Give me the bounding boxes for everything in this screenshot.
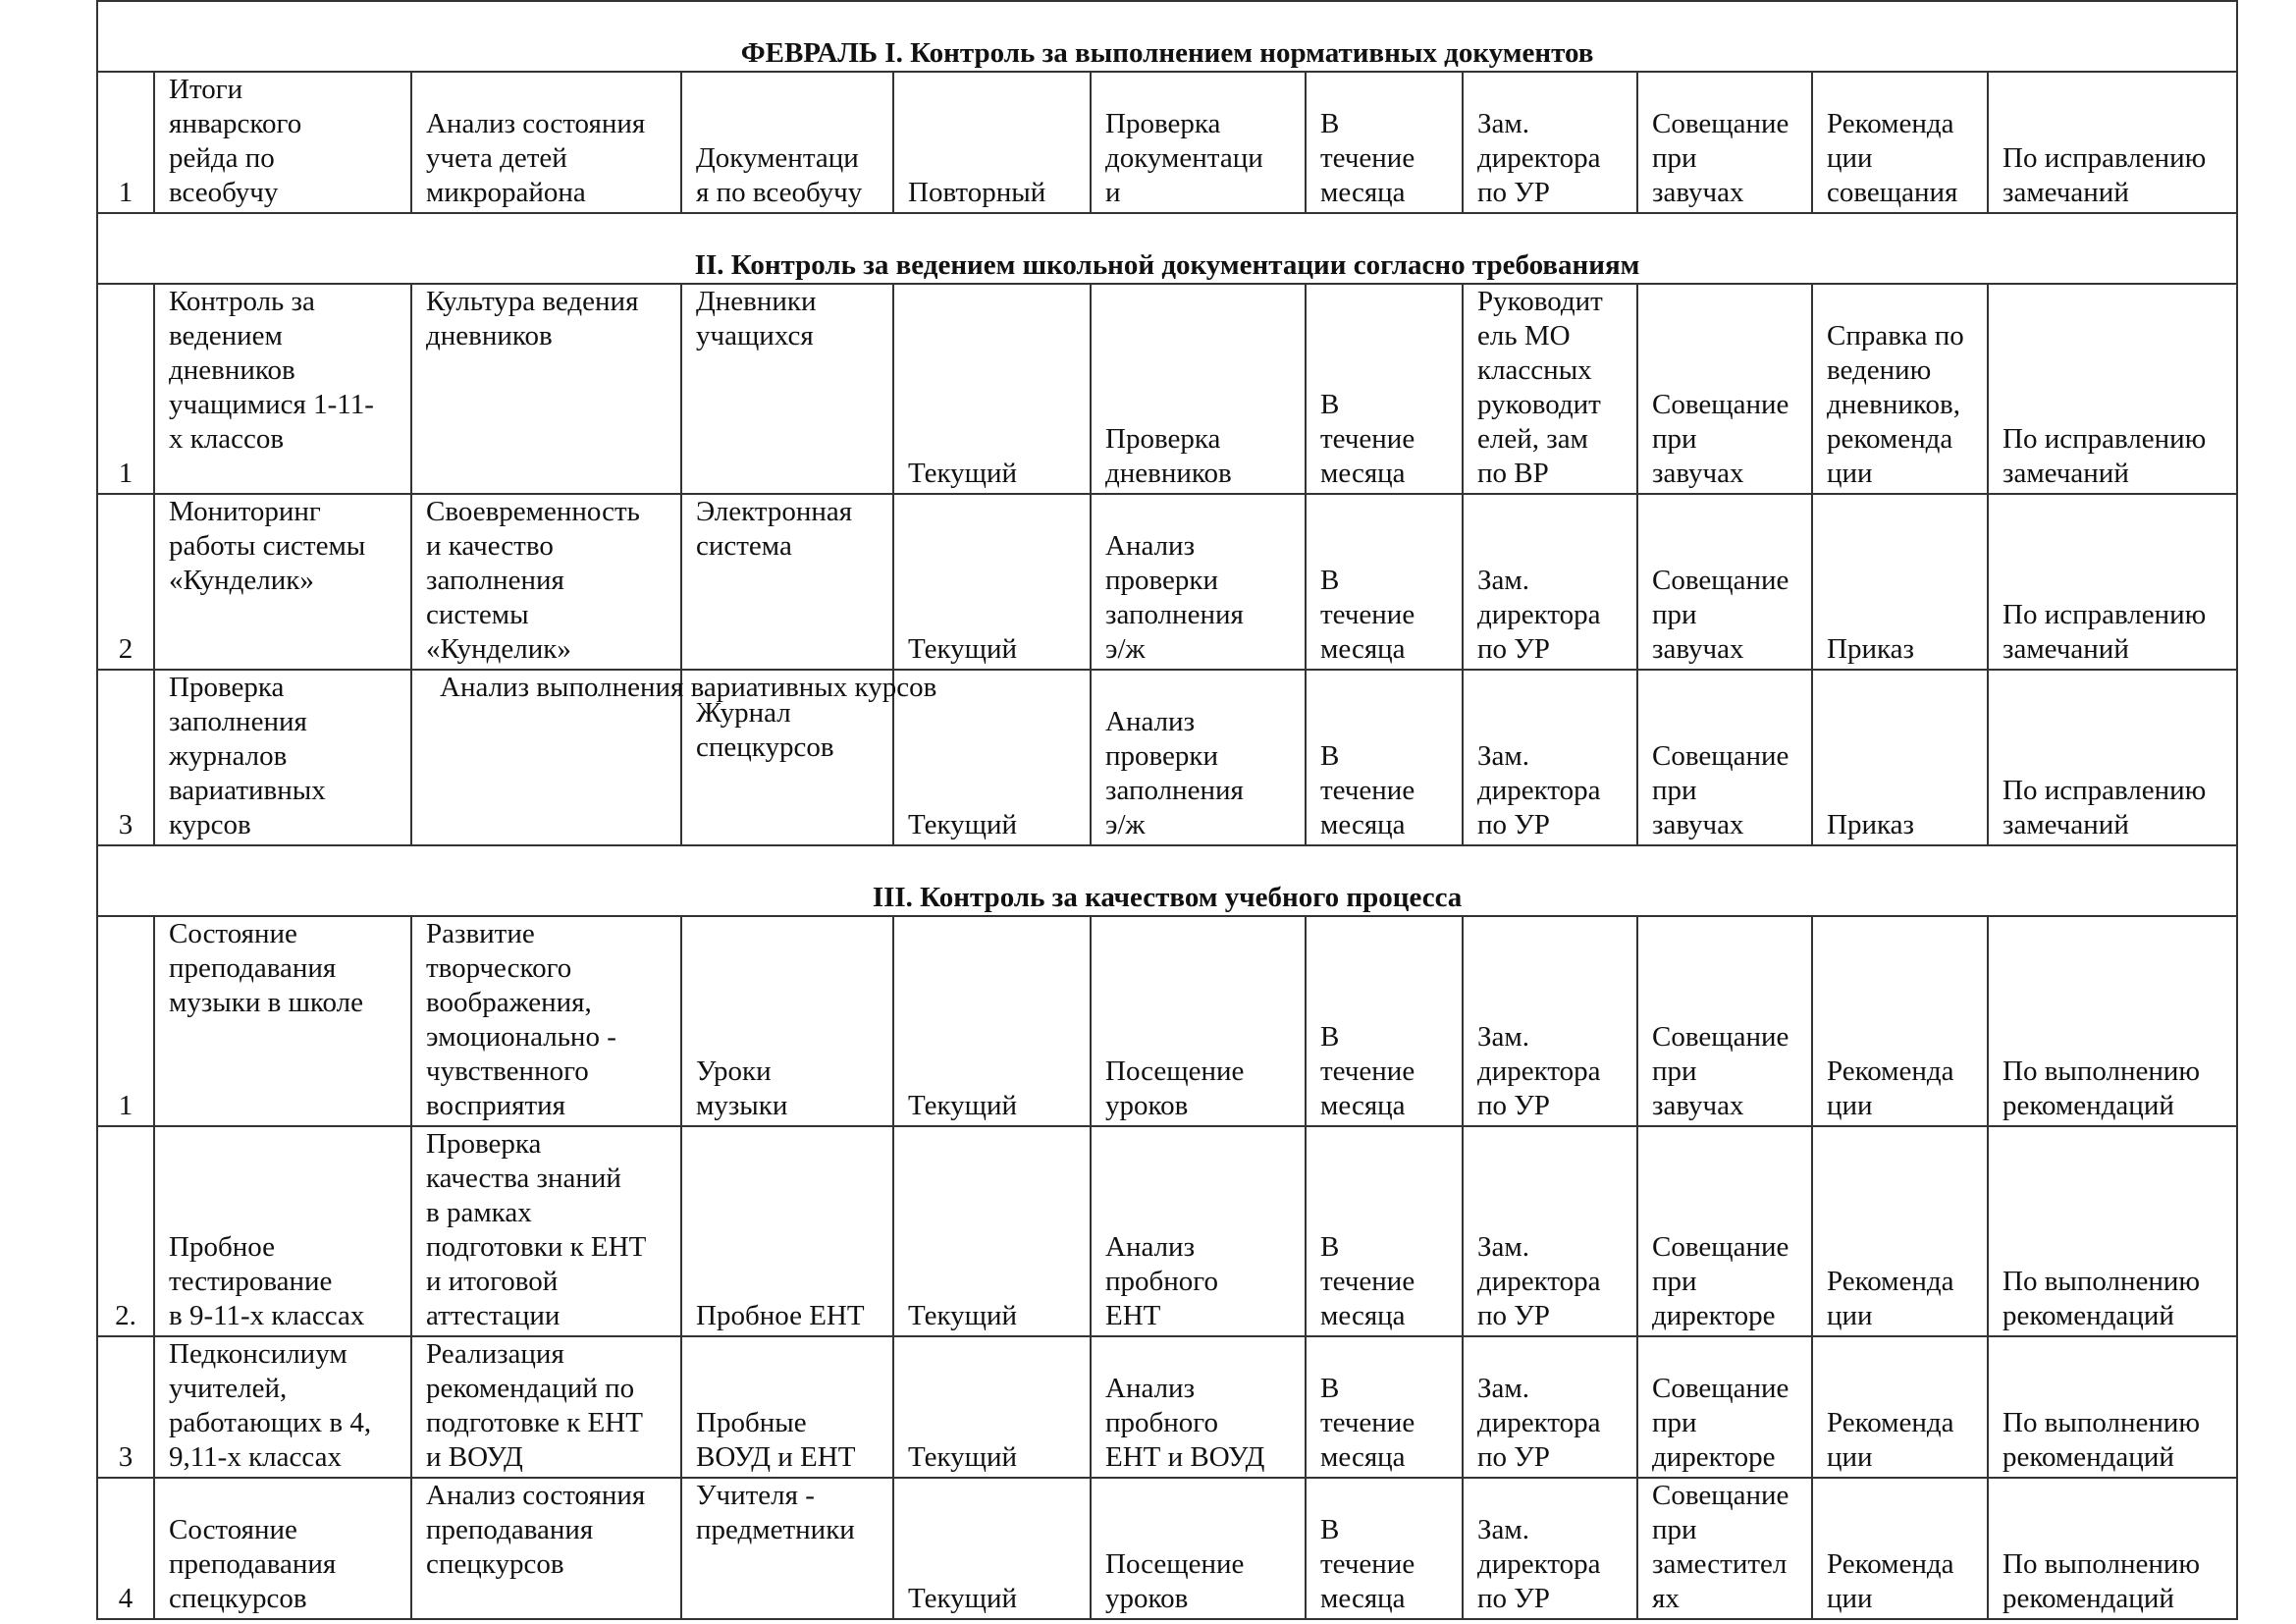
control-goal-cell: Культура ведения дневников xyxy=(411,284,681,494)
term-cell: В течение месяца xyxy=(1306,916,1463,1126)
decision-cell: По выполнению рекомендаций xyxy=(1988,1478,2237,1619)
decision-cell: По выполнению рекомендаций xyxy=(1988,916,2237,1126)
control-type-cell: Повторный xyxy=(893,72,1091,213)
result-cell: Рекоменда ции xyxy=(1812,916,1988,1126)
review-place-cell: Совещание при директоре xyxy=(1637,1336,1812,1478)
control-type-cell: Текущий xyxy=(893,1126,1091,1336)
control-plan-table xyxy=(96,0,2238,1620)
control-topic-cell: Состояние преподавания музыки в школе xyxy=(154,916,411,1126)
control-type-cell: Текущий xyxy=(893,916,1091,1126)
section-header-row xyxy=(97,213,2237,284)
review-place-cell: Совещание при завучах xyxy=(1637,494,1812,670)
review-place-cell: Совещание при директоре xyxy=(1637,1126,1812,1336)
row-number: 1 xyxy=(97,72,154,213)
control-method-cell: Анализ пробного ЕНТ и ВОУД xyxy=(1091,1336,1306,1478)
control-type-cell: Текущий xyxy=(893,494,1091,670)
control-goal-cell: Развитие творческого воображения, эмоционально - чувственного восприятия xyxy=(411,916,681,1126)
control-goal-cell: Проверка качества знаний в рамках подготовки к ЕНТ и итоговой аттестации xyxy=(411,1126,681,1336)
term-cell: В течение месяца xyxy=(1306,670,1463,845)
table-row xyxy=(97,72,2237,213)
control-method-cell: Анализ пробного ЕНТ xyxy=(1091,1126,1306,1336)
control-goal-cell: Своевременность и качество заполнения системы «Кунделик» xyxy=(411,494,681,670)
table-row xyxy=(97,916,2237,1126)
table-row xyxy=(97,494,2237,670)
responsible-cell: Зам. директора по УР xyxy=(1463,72,1637,213)
decision-cell: По исправлению замечаний xyxy=(1988,72,2237,213)
control-topic-cell: Пробное тестирование в 9-11-х классах xyxy=(154,1126,411,1336)
control-object-cell: Электронная система xyxy=(681,494,893,670)
review-place-cell: Совещание при завучах xyxy=(1637,72,1812,213)
responsible-cell: Зам. директора по УР xyxy=(1463,916,1637,1126)
control-goal-cell: Анализ состояния учета детей микрорайона xyxy=(411,72,681,213)
decision-cell: По исправлению замечаний xyxy=(1988,284,2237,494)
control-object-cell: Пробные ВОУД и ЕНТ xyxy=(681,1336,893,1478)
control-object-cell: Документаци я по всеобучу xyxy=(681,72,893,213)
control-object-cell: Журнал спецкурсов xyxy=(681,670,893,845)
control-topic-cell: Итоги январского рейда по всеобучу xyxy=(154,72,411,213)
term-cell: В течение месяца xyxy=(1306,494,1463,670)
row-number: 1 xyxy=(97,284,154,494)
control-method-cell: Проверка документаци и xyxy=(1091,72,1306,213)
responsible-cell: Зам. директора по УР xyxy=(1463,494,1637,670)
control-plan-document xyxy=(96,0,2236,1620)
row-number: 2. xyxy=(97,1126,154,1336)
result-cell: Рекоменда ции совещания xyxy=(1812,72,1988,213)
control-topic-cell: Контроль за ведением дневников учащимися 1-11- х классов xyxy=(154,284,411,494)
section-title: II. Контроль за ведением школьной документации согласно требованиям xyxy=(97,213,2237,284)
control-method-cell: Анализ проверки заполнения э/ж xyxy=(1091,494,1306,670)
control-type-cell: Текущий xyxy=(893,670,1091,845)
decision-cell: По выполнению рекомендаций xyxy=(1988,1126,2237,1336)
table-row xyxy=(97,284,2237,494)
control-goal-cell: Реализация рекомендаций по подготовке к ЕНТ и ВОУД xyxy=(411,1336,681,1478)
row-number: 4 xyxy=(97,1478,154,1619)
table-row xyxy=(97,1126,2237,1336)
result-cell: Приказ xyxy=(1812,670,1988,845)
control-method-cell: Посещение уроков xyxy=(1091,916,1306,1126)
responsible-cell: Зам. директора по УР xyxy=(1463,1336,1637,1478)
responsible-cell: Руководит ель МО классных руководит елей, зам по ВР xyxy=(1463,284,1637,494)
control-object-cell: Пробное ЕНТ xyxy=(681,1126,893,1336)
overlapping-goal-text: Анализ выполнения вариативных курсов xyxy=(440,672,937,703)
result-cell: Рекоменда ции xyxy=(1812,1336,1988,1478)
table-row xyxy=(97,1336,2237,1478)
result-cell: Рекоменда ции xyxy=(1812,1126,1988,1336)
decision-cell: По исправлению замечаний xyxy=(1988,670,2237,845)
row-number: 2 xyxy=(97,494,154,670)
review-place-cell: Совещание при заместител ях xyxy=(1637,1478,1812,1619)
table-row xyxy=(97,670,2237,845)
control-topic-cell: Проверка заполнения журналов вариативных курсов xyxy=(154,670,411,845)
term-cell: В течение месяца xyxy=(1306,1336,1463,1478)
section-title: ФЕВРАЛЬ I. Контроль за выполнением нормативных документов xyxy=(97,1,2237,72)
row-number: 3 xyxy=(97,670,154,845)
term-cell: В течение месяца xyxy=(1306,1126,1463,1336)
control-type-cell: Текущий xyxy=(893,1478,1091,1619)
control-topic-cell: Педконсилиум учителей, работающих в 4, 9,11-х классах xyxy=(154,1336,411,1478)
result-cell: Приказ xyxy=(1812,494,1988,670)
table-row xyxy=(97,1478,2237,1619)
review-place-cell: Совещание при завучах xyxy=(1637,916,1812,1126)
result-cell: Справка по ведению дневников, рекоменда ции xyxy=(1812,284,1988,494)
section-header-row xyxy=(97,845,2237,916)
result-cell: Рекоменда ции xyxy=(1812,1478,1988,1619)
term-cell: В течение месяца xyxy=(1306,72,1463,213)
control-object-cell: Дневники учащихся xyxy=(681,284,893,494)
control-method-cell: Проверка дневников xyxy=(1091,284,1306,494)
responsible-cell: Зам. директора по УР xyxy=(1463,1478,1637,1619)
control-topic-cell: Мониторинг работы системы «Кунделик» xyxy=(154,494,411,670)
decision-cell: По выполнению рекомендаций xyxy=(1988,1336,2237,1478)
section-header-row xyxy=(97,1,2237,72)
term-cell: В течение месяца xyxy=(1306,1478,1463,1619)
control-type-cell: Текущий xyxy=(893,284,1091,494)
term-cell: В течение месяца xyxy=(1306,284,1463,494)
control-topic-cell: Состояние преподавания спецкурсов xyxy=(154,1478,411,1619)
control-goal-cell: Анализ состояния преподавания спецкурсов xyxy=(411,1478,681,1619)
decision-cell: По исправлению замечаний xyxy=(1988,494,2237,670)
control-type-cell: Текущий xyxy=(893,1336,1091,1478)
row-number: 3 xyxy=(97,1336,154,1478)
control-object-cell: Уроки музыки xyxy=(681,916,893,1126)
control-method-cell: Анализ проверки заполнения э/ж xyxy=(1091,670,1306,845)
section-title: III. Контроль за качеством учебного процесса xyxy=(97,845,2237,916)
control-object-cell: Учителя - предметники xyxy=(681,1478,893,1619)
control-method-cell: Посещение уроков xyxy=(1091,1478,1306,1619)
review-place-cell: Совещание при завучах xyxy=(1637,284,1812,494)
responsible-cell: Зам. директора по УР xyxy=(1463,670,1637,845)
row-number: 1 xyxy=(97,916,154,1126)
responsible-cell: Зам. директора по УР xyxy=(1463,1126,1637,1336)
review-place-cell: Совещание при завучах xyxy=(1637,670,1812,845)
